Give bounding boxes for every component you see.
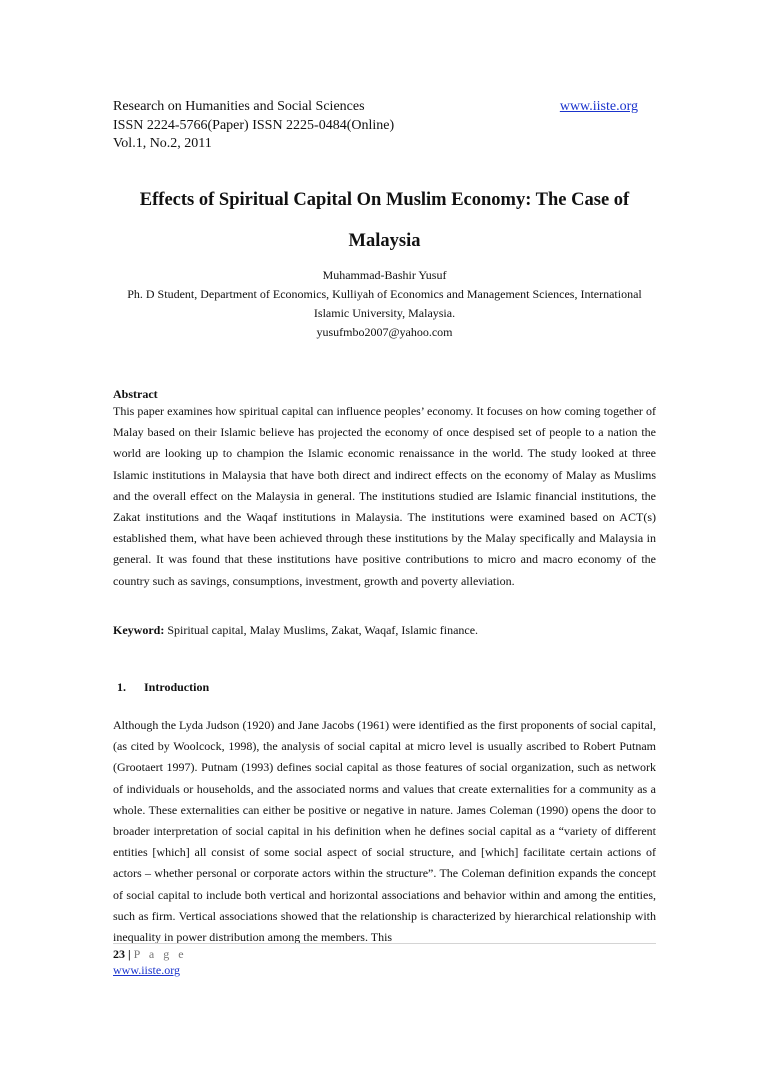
keywords-line bbox=[113, 621, 656, 639]
author-block bbox=[113, 266, 656, 342]
abstract-text: This paper examines how spiritual capital can influence peoples’ economy. It focuses on how coming together of Malay based on their Islamic believe has projected the economy of once despised set of people to a nation the world are looking up to champion the Islamic economic renaissance in the world. The study looked at three Islamic institutions in Malaysia that have both direct and indirect effects on the economy of Malay as Muslims and the overall effect on the Malaysia in general. The institutions studied are Islamic financial institutions, the Zakat institutions and the Waqaf institutions in Malaysia. The institutions were examined based on ACT(s) established them, what have been achieved through these institutions by the Malay specifically and Malaysia in general. It was found that these institutions have positive contributions to micro and macro economy of the country such as savings, consumptions, investment, growth and poverty alleviation. bbox=[113, 404, 656, 588]
footer-divider bbox=[113, 943, 656, 944]
author-affiliation-line-1: Ph. D Student, Department of Economics, Kulliyah of Economics and Management Sciences, International bbox=[127, 287, 642, 301]
author-affiliation-line-2: Islamic University, Malaysia. bbox=[313, 306, 456, 320]
introduction-number: 1. bbox=[117, 680, 126, 694]
page-footer bbox=[113, 946, 187, 978]
page-label: P a g e bbox=[133, 947, 187, 961]
abstract-heading: Abstract bbox=[113, 387, 158, 401]
page-indicator bbox=[113, 946, 187, 962]
page-separator: | bbox=[125, 947, 134, 961]
introduction-text: Although the Lyda Judson (1920) and Jane Jacobs (1961) were identified as the first proponents of social capital, (as cited by Woolcock, 1998), the analysis of social capital at micro level is usually ascribed to Robert Putnam (Grootaert 1997). Putnam (1993) defines social capital as those features of social organization, such as network of individuals or households, and the associated norms and values that create externalities for a community as a whole. These externalities can either be positive or negative in nature. James Coleman (1990) opens the door to broader interpretation of social capital in his definition when he defines social capital as a “variety of different entities [which] all consist of some social aspect of social structure, and [which] facilitate certain actions of actors – whether personal or corporate actors within the structure”. The Coleman definition expands the concept of social capital to include both vertical and horizontal associations and behavior within and among the entities, such as firm. Vertical associations showed that the relationship is characterized by hierarchical relationship with inequality in power distribution among the members. This bbox=[113, 718, 656, 945]
keywords-text: Spiritual capital, Malay Muslims, Zakat, Waqaf, Islamic finance. bbox=[167, 623, 479, 637]
footer-url-link[interactable]: www.iiste.org bbox=[113, 963, 180, 977]
author-name: Muhammad-Bashir Yusuf bbox=[322, 268, 447, 282]
paper-title-line-2: Malaysia bbox=[348, 231, 421, 251]
journal-name: Research on Humanities and Social Sciences bbox=[113, 99, 365, 114]
journal-header bbox=[113, 98, 638, 154]
author-email: yusufmbo2007@yahoo.com bbox=[316, 325, 453, 339]
page-number: 23 bbox=[113, 947, 125, 961]
journal-volume: Vol.1, No.2, 2011 bbox=[113, 136, 212, 151]
introduction-title: Introduction bbox=[144, 680, 210, 694]
paper-title bbox=[113, 180, 656, 262]
journal-issn: ISSN 2224-5766(Paper) ISSN 2225-0484(Online) bbox=[113, 117, 395, 133]
journal-url-link[interactable]: www.iiste.org bbox=[559, 99, 638, 114]
keywords-label: Keyword: bbox=[113, 623, 165, 637]
paper-title-line-1: Effects of Spiritual Capital On Muslim Economy: The Case of bbox=[139, 190, 630, 210]
introduction-heading bbox=[117, 679, 209, 695]
